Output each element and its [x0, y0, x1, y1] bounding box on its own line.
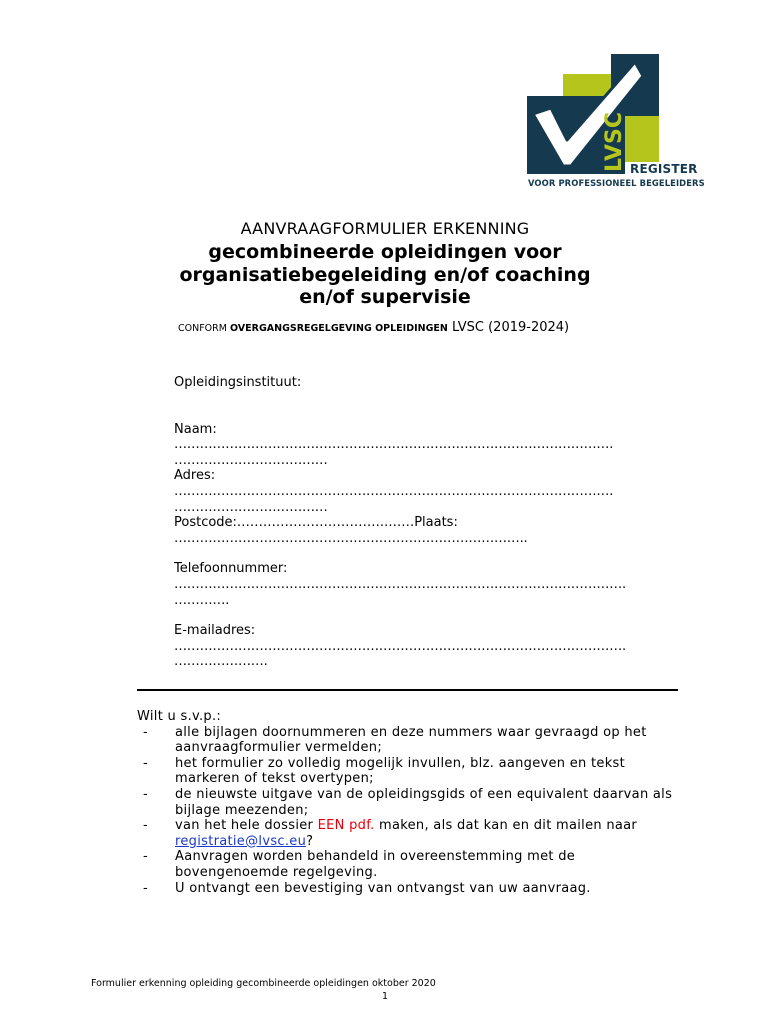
subtitle-line-3: en/of supervisie: [299, 286, 471, 308]
list-item-end: ?: [306, 833, 314, 849]
divider: [137, 689, 678, 691]
email-link[interactable]: registratie@lvsc.eu: [175, 833, 307, 849]
naam-field-cont[interactable]: ………………………………: [174, 452, 328, 468]
institute-label: Opleidingsinstituut:: [174, 375, 302, 390]
list-item: [137, 818, 682, 849]
instructions: [137, 709, 682, 896]
logo-lvsc-text: LVSC: [602, 111, 627, 172]
list-item-text: Aanvragen worden behandeld in overeenstemming met de bovengenoemde regelgeving.: [175, 849, 576, 880]
dash-bullet: -: [143, 724, 148, 740]
email-field-cont[interactable]: ………………….: [174, 654, 268, 670]
telefoon-field[interactable]: …………………………………………………………………………………………….: [174, 576, 626, 592]
list-item-text: van het hele dossier: [175, 818, 318, 834]
dash-bullet: -: [143, 818, 148, 834]
list-item-text: alle bijlagen doornummeren en deze nummers waar gevraagd op het aanvraagformulier vermelden;: [175, 724, 647, 756]
adres-label: Adres:: [174, 468, 216, 484]
plaats-field[interactable]: ………………………………………………………………………..: [174, 530, 528, 546]
subtitle-line-2: organisatiebegeleiding en/of coaching: [179, 263, 591, 286]
telefoon-label: Telefoonnummer:: [174, 561, 288, 577]
list-item-text: de nieuwste uitgave van de opleidingsgids of een equivalent daarvan als bijlage meezenden;: [175, 786, 673, 818]
dash-bullet: -: [143, 786, 148, 802]
naam-field[interactable]: ………………………………………………………………………………………….: [174, 437, 614, 453]
list-item: [137, 881, 682, 897]
list-item-text-cont: maken, als dat kan en dit mailen naar: [374, 818, 638, 834]
conform-prefix: CONFORM: [178, 323, 230, 334]
conform-line: [178, 320, 569, 335]
telefoon-field-cont[interactable]: ………….: [174, 592, 230, 608]
adres-field-cont[interactable]: ………………………………: [174, 499, 328, 515]
pdf-highlight: EEN pdf.: [317, 818, 375, 834]
email-label: E-mailadres:: [174, 623, 256, 639]
list-item: [137, 849, 682, 880]
adres-field[interactable]: ………………………………………………………………………………………….: [174, 483, 614, 499]
form-subtitle: [0, 241, 770, 309]
postcode-plaats-field[interactable]: Postcode:……………………………..……Plaats:: [174, 515, 458, 531]
dash-bullet: -: [143, 755, 148, 771]
footer-text: Formulier erkenning opleiding gecombineerde opleidingen oktober 2020: [91, 978, 436, 989]
list-item: [137, 756, 682, 787]
email-field[interactable]: …………………………………………………………………………………………….: [174, 638, 626, 654]
list-item: [137, 787, 682, 818]
dash-bullet: -: [143, 849, 148, 865]
list-item-text: U ontvangt een bevestiging van ontvangst van uw aanvraag.: [175, 880, 591, 896]
logo-register-text: REGISTER: [630, 162, 698, 176]
form-title: AANVRAAGFORMULIER ERKENNING: [240, 219, 530, 238]
dash-bullet: -: [143, 880, 148, 896]
form-fields: [174, 375, 626, 670]
logo-tagline: VOOR PROFESSIONEEL BEGELEIDERS: [528, 178, 705, 188]
conform-bold: OVERGANGSREGELGEVING OPLEIDINGEN: [229, 323, 448, 334]
list-item-text: het formulier zo volledig mogelijk invullen, blz. aangeven en tekst markeren of tekst overtypen;: [175, 755, 626, 787]
conform-suffix: LVSC (2019-2024): [447, 320, 570, 335]
subtitle-line-1: gecombineerde opleidingen voor: [208, 241, 562, 263]
page-number: 1: [381, 991, 389, 1002]
naam-label: Naam:: [174, 421, 217, 437]
instructions-intro: Wilt u s.v.p.:: [137, 709, 222, 724]
list-item: [137, 725, 682, 756]
instructions-list: [137, 725, 682, 897]
